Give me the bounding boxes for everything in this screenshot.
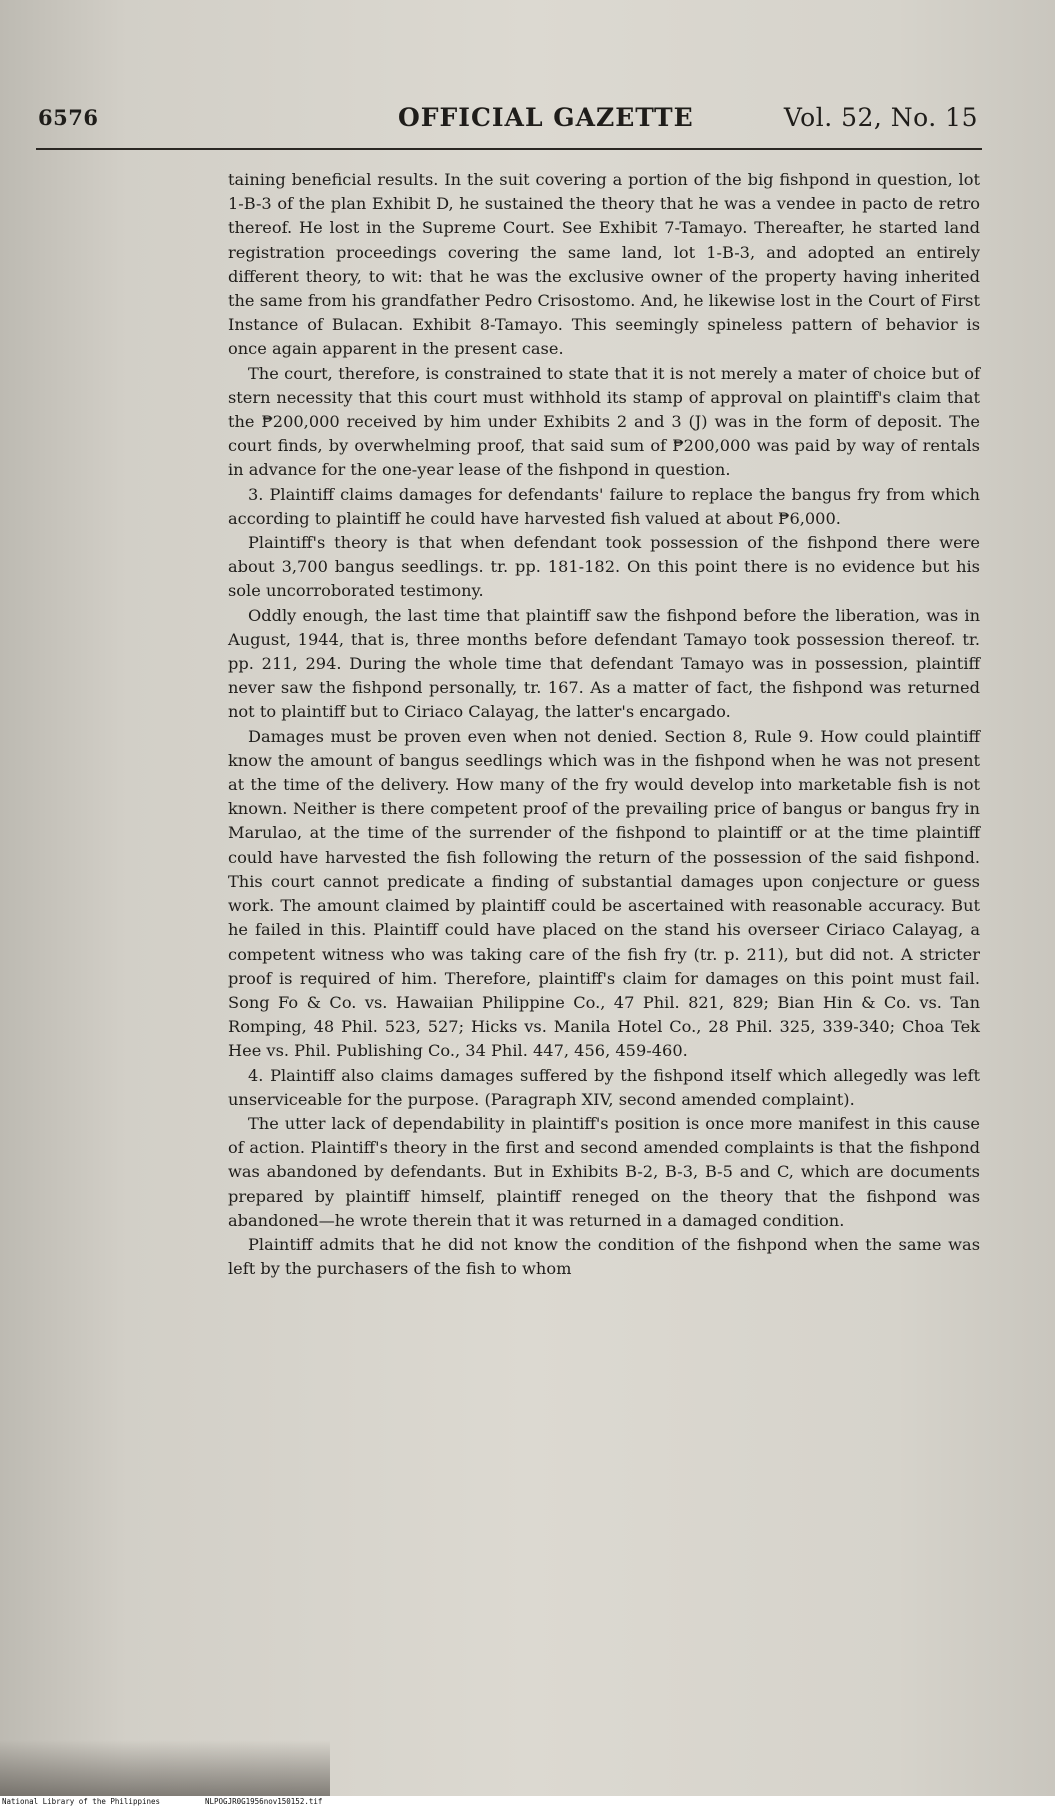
header-divider: [36, 148, 982, 150]
paragraph: The utter lack of dependability in plaintiff's position is once more manifest in this cause of action. Plaintiff's theory in the first and second amended complaints is that the fishpond was abandoned by defendants. But in Exhibits B-2, B-3, B-5 and C, which are documents prepared by plaintiff himself, plaintiff reneged on the theory that the fishpond was abandoned—he wrote therein that it was returned in a damaged condition.: [228, 1113, 980, 1230]
paragraph: taining beneficial results. In the suit covering a portion of the big fishpond in question, lot 1-B-3 of the plan Exhibit D, he sustained the theory that he was a vendee in pacto de retro thereof. He lost in the Supreme Court. See Exhibit 7-Tamayo. Thereafter, he started land registration proceedings covering the same land, lot 1-B-3, and adopted an entirely different theory, to wit: that he was the exclusive owner of the property having inherited the same from his grandfather Pedro Crisostomo. And, he likewise lost in the Court of First Instance of Bulacan. Exhibit 8-Tamayo. This seemingly spineless pattern of behavior is once again apparent in the present case.: [228, 170, 980, 359]
paragraph: Plaintiff admits that he did not know the condition of the fishpond when the same was left by the purchasers of the fish to whom: [228, 1234, 980, 1279]
scan-shadow: [0, 1740, 330, 1796]
paragraph: Plaintiff's theory is that when defendant took possession of the fishpond there were about 3,700 bangus seedlings. tr. pp. 181-182. On this point there is no evidence but his sole uncorroborated testimony.: [228, 533, 980, 601]
paragraph: The court, therefore, is constrained to state that it is not merely a mater of choice but of stern necessity that this court must withhold its stamp of approval on plaintiff's claim that the ₱200,000 received by him under Exhibits 2 and 3 (J) was in the form of deposit. The court finds, by overwhelming proof, that said sum of ₱200,000 was paid by way of rentals in advance for the one-year lease of the fishpond in question.: [228, 363, 980, 480]
publication-title: OFFICIAL GAZETTE: [398, 103, 694, 132]
paragraph: Oddly enough, the last time that plaintiff saw the fishpond before the liberation, was in August, 1944, that is, three months before defendant Tamayo took possession thereof. tr. pp. 211, 294. During the whole time that defendant Tamayo was in possession, plaintiff never saw the fishpond personally, tr. 167. As a matter of fact, the fishpond was returned not to plaintiff but to Ciriaco Calayag, the latter's encargado.: [228, 605, 980, 722]
paragraph: Damages must be proven even when not denied. Section 8, Rule 9. How could plaintiff know the amount of bangus seedlings which was in the fishpond when he was not present at the time of the delivery. How many of the fry would develop into marketable fish is not known. Neither is there competent proof of the prevailing price of bangus or bangus fry in Marulao, at the time of the surrender of the fishpond to plaintiff or at the time plaintiff could have harvested the fish following the return of the possession of the said fishpond. This court cannot predicate a finding of substantial damages upon conjecture or guess work. The amount claimed by plaintiff could be ascertained with reasonable accuracy. But he failed in this. Plaintiff could have placed on the stand his overseer Ciriaco Calayag, a competent witness who was taking care of the fish fry (tr. p. 211), but did not. A stricter proof is required of him. Therefore, plaintiff's claim for damages on this point must fail. Song Fo & Co. vs. Hawaiian Philippine Co., 47 Phil. 821, 829; Bian Hin & Co. vs. Tan Romping, 48 Phil. 523, 527; Hicks vs. Manila Hotel Co., 28 Phil. 325, 339-340; Choa Tek Hee vs. Phil. Publishing Co., 34 Phil. 447, 456, 459-460.: [228, 726, 980, 1061]
volume-issue: Vol. 52, No. 15: [783, 103, 978, 132]
scan-filename: NLPOGJR0G1956nov150152.tif: [205, 1797, 323, 1806]
paragraph: 3. Plaintiff claims damages for defendants' failure to replace the bangus fry from which according to plaintiff he could have harvested fish valued at about ₱6,000.: [228, 484, 980, 528]
paragraph: 4. Plaintiff also claims damages suffered by the fishpond itself which allegedly was left unserviceable for the purpose. (Paragraph XIV, second amended complaint).: [228, 1065, 980, 1109]
article-body: [228, 168, 980, 1281]
scan-footer: [0, 1796, 1055, 1808]
page-number: 6576: [38, 105, 99, 130]
page-header: [38, 103, 978, 139]
library-credit: National Library of the Philippines: [2, 1797, 161, 1806]
